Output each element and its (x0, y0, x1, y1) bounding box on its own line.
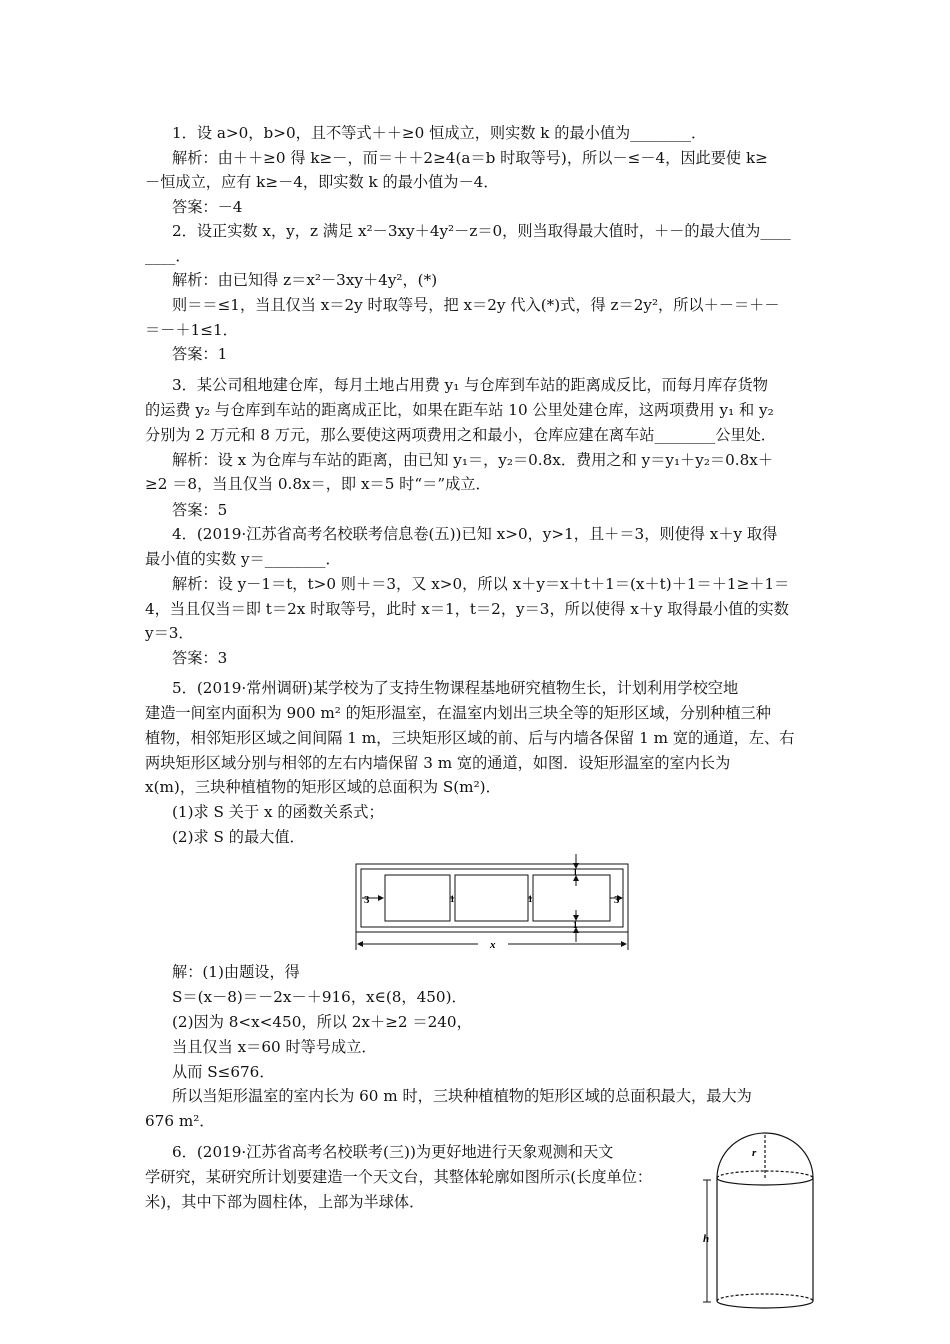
text-line: 两块矩形区域分别与相邻的左右内墙保留 3 m 宽的通道，如图．设矩形温室的室内长为 (145, 754, 731, 772)
text-line: 解析：由已知得 z＝x²－3xy＋4y²，(*) (172, 271, 438, 289)
text-line: 则＝＝≤1，当且仅当 x＝2y 时取等号，把 x＝2y 代入(*)式，得 z＝2y²，所以＋－＝＋－ (172, 296, 780, 314)
text-line: ____． (145, 247, 191, 265)
separator-label: 1 (528, 894, 533, 904)
text-line: 3．某公司租地建仓库，每月土地占用费 y₁ 与仓库到车站的距离成反比，而每月库存货物 (172, 376, 768, 394)
text-line: 解析：设 x 为仓库与车站的距离，由已知 y₁＝，y₂＝0.8x．费用之和 y＝y₁＋y₂＝0.8x＋ (172, 451, 774, 469)
text-line: 解：(1)由题设，得 (172, 963, 300, 981)
text-line: 4．(2019·江苏省高考名校联考信息卷(五))已知 x>0，y>1，且＋＝3，则使得 x＋y 取得 (172, 525, 778, 543)
text-line: 答案：1 (172, 345, 228, 363)
text-line: 答案：－4 (172, 198, 243, 216)
text-line: 最小值的实数 y＝________． (145, 550, 341, 568)
separator-label: 1 (450, 894, 455, 904)
text-line: x(m)，三块种植植物的矩形区域的总面积为 S(m²)． (145, 778, 501, 796)
right-gap-label: 3 (614, 894, 620, 906)
text-line: y＝3． (145, 624, 194, 642)
radius-label: r (752, 1147, 757, 1159)
text-line: 答案：3 (172, 649, 228, 667)
text-line: 所以当矩形温室的室内长为 60 m 时，三块种植植物的矩形区域的总面积最大，最大为 (172, 1087, 752, 1105)
length-label: x (490, 939, 496, 951)
text-line: ＝－＋1≤1． (145, 321, 238, 339)
bottom-gap-label: 1 (573, 920, 578, 930)
text-line: 的运费 y₂ 与仓库到车站的距离成正比，如果在距车站 10 公里处建仓库，这两项费用 y₁ 和 y₂ (145, 401, 774, 419)
height-label: h (703, 1233, 710, 1245)
text-line: 从而 S≤676． (172, 1063, 275, 1081)
text-line: 676 m²． (145, 1112, 215, 1130)
text-line: (1)求 S 关于 x 的函数关系式； (172, 803, 384, 821)
text-line: (2)求 S 的最大值． (172, 828, 305, 846)
text-line: S＝(x－8)＝－2x－＋916，x∈(8，450)． (172, 988, 467, 1006)
text-line: ≥2 ＝8，当且仅当 0.8x＝，即 x＝5 时“＝”成立． (145, 475, 491, 493)
text-line: 2．设正实数 x，y，z 满足 x²－3xy＋4y²－z＝0，则当取得最大值时，＋－的最大值为____ (172, 222, 791, 240)
text-line: (2)因为 8<x<450，所以 2x＋≥2 ＝240， (172, 1013, 472, 1031)
text-line: 植物，相邻矩形区域之间间隔 1 m，三块矩形区域的前、后与内墙各保留 1 m 宽的通道，左、右 (145, 729, 795, 747)
text-line: 当且仅当 x＝60 时等号成立． (172, 1038, 377, 1056)
text-line: 解析：设 y－1＝t，t>0 则＋＝3，又 x>0，所以 x＋y＝x＋t＋1＝(x＋t)＋1＝＋1≥＋1＝ (172, 575, 790, 593)
text-line: 分别为 2 万元和 8 万元，那么要使这两项费用之和最小，仓库应建在离车站________公里处． (145, 426, 776, 444)
text-line: 1．设 a>0，b>0，且不等式＋＋≥0 恒成立，则实数 k 的最小值为________． (172, 124, 707, 142)
text-line: －恒成立，应有 k≥－4，即实数 k 的最小值为－4． (145, 173, 499, 191)
text-line: 学研究，某研究所计划要建造一个天文台，其整体轮廓如图所示(长度单位： (145, 1168, 653, 1186)
text-line: 解析：由＋＋≥0 得 k≥－，而＝＋＋2≥4(a＝b 时取等号)，所以－≤－4，因此要使 k≥ (172, 149, 768, 167)
text-line: 6．(2019·江苏省高考名校联考(三))为更好地进行天象观测和天文 (172, 1143, 614, 1161)
top-gap-label: 1 (573, 867, 578, 877)
text-line: 4，当且仅当＝即 t＝2x 时取等号，此时 x＝1，t＝2，y＝3，所以使得 x＋y 取得最小值的实数 (145, 600, 789, 618)
observatory-figure (690, 1120, 830, 1322)
greenhouse-figure (348, 850, 638, 962)
text-line: 建造一间室内面积为 900 m² 的矩形温室，在温室内划出三块全等的矩形区域，分别种植三种 (145, 704, 771, 722)
text-line: 答案：5 (172, 501, 228, 519)
text-line: 米)，其中下部为圆柱体，上部为半球体． (145, 1193, 425, 1211)
left-gap-label: 3 (364, 894, 370, 906)
text-line: 5．(2019·常州调研)某学校为了支持生物课程基地研究植物生长，计划利用学校空地 (172, 679, 739, 697)
